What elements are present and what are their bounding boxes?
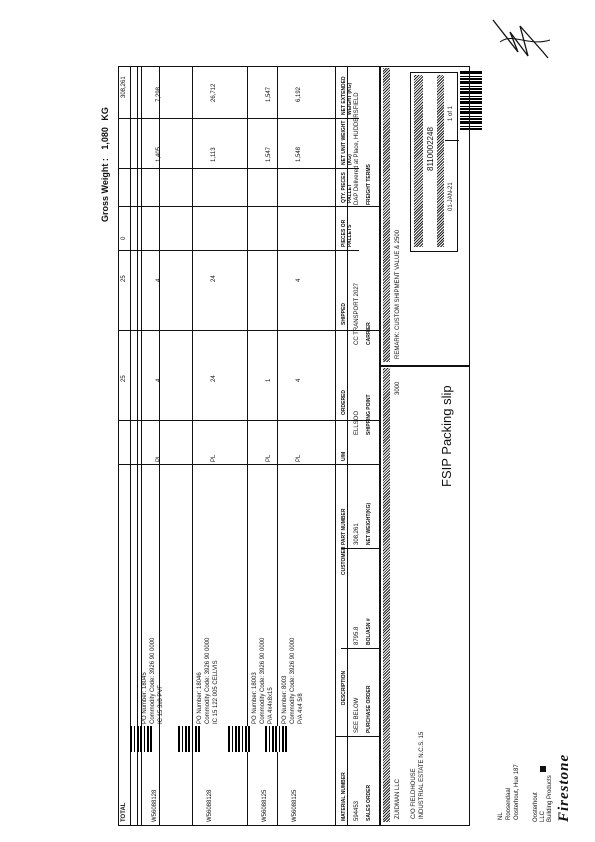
col-net-extended-weight: NET EXTENDED WEIGHT (KG) (341, 76, 353, 115)
row-net-extended-weight: 7,298 (156, 86, 162, 102)
row-ordered: 24 (211, 375, 217, 382)
label-net-weight: NET WEIGHT(KG) (366, 502, 372, 545)
row-desc-2: Commodity Code: 3926 90 0000 (205, 637, 211, 724)
ship-to-line-1: ZUIDMAN LLC (395, 778, 401, 819)
row-net-unit-weight: 1,113 (211, 147, 217, 162)
row-pieces: 4 (156, 278, 162, 282)
label-shipping-point: SHIPPING POINT (366, 394, 372, 435)
row-separator (277, 66, 278, 826)
row-uom: PL (211, 454, 217, 462)
total-net-extended-weight: 308,261 (121, 76, 127, 98)
firestone-logo (556, 754, 572, 822)
sender-line-2: LLC (540, 810, 546, 822)
receiver-line-2: Roosendaal (506, 787, 512, 820)
row-material: W56088128 (152, 789, 158, 822)
col-divider-8 (119, 206, 380, 207)
order-number: 8110002248 (426, 127, 435, 171)
value-shipping-point: ELLSOO (354, 410, 360, 435)
logo-mark-icon (540, 766, 546, 772)
ship-to-line-2: C/O FIELDHOUSE (411, 768, 417, 819)
ship-to-header-noise (383, 368, 390, 822)
row-desc-1: P/A 4x4 5/8 (298, 693, 304, 724)
row-material: W56088125 (262, 789, 268, 822)
value-net-weight: 308,261 (354, 523, 360, 545)
value-sales-order: 594453 (354, 800, 360, 821)
row-uom: PL (296, 454, 302, 462)
value-carrier: CC TRANSPORT 2027 (354, 282, 360, 345)
order-date: 01-JAN-21 (448, 182, 454, 211)
row-net-unit-weight: 1,405 (156, 146, 162, 162)
row-net-extended-weight: 1,547 (266, 86, 272, 102)
total-ordered: 25 (121, 375, 127, 382)
colheader-bottom (335, 67, 336, 825)
row-separator (192, 66, 193, 826)
value-purchase-order: SEE BELOW (354, 697, 360, 733)
col-pieces: PIECES OR PALLETS (341, 219, 353, 247)
col-divider-6 (119, 330, 380, 331)
col-divider-1 (335, 736, 380, 737)
gross-weight-unit: KG (100, 107, 110, 121)
row-desc-1: P/A 4x4x8x15 (268, 687, 274, 724)
header-divider-1 (130, 67, 131, 825)
row-net-unit-weight: 1,547 (266, 146, 272, 162)
total-shipped: 25 (121, 275, 127, 282)
label-carrier: CARRIER (366, 322, 372, 345)
row-material: W56088125 (292, 789, 298, 822)
col-description: DESCRIPTION (341, 670, 347, 705)
row-barcode (228, 726, 250, 752)
row-pieces: 4 (296, 278, 302, 282)
remark-header-noise (383, 68, 390, 362)
col-ordered: ORDERED (341, 389, 347, 415)
row-ordered: 4 (156, 378, 162, 382)
row-uom: PL (156, 454, 162, 462)
col-divider-9 (119, 168, 359, 169)
label-freight-terms: FREIGHT TERMS (366, 164, 372, 205)
sender-line-3: Oosterhout (533, 792, 539, 822)
row-pieces: 24 (211, 275, 217, 282)
value-bol: 8795.8 (354, 626, 360, 645)
label-bol: BOL/ASN # (366, 618, 372, 645)
ship-to-line-3: INDUSTRIAL ESTATE N.C.S. 15 (419, 731, 425, 819)
col-material: MATERIAL NUMBER (341, 772, 347, 821)
row-desc-1: IC 15 122 005 CELLVIS (213, 660, 219, 724)
total-pallets: 0 (121, 236, 127, 240)
value-freight-terms: DAP Delivered at Place, HUDDERSFIELD (354, 92, 360, 205)
row-desc-1: IC 15 3x8 PVF (158, 684, 164, 724)
row-ordered: 1 (266, 378, 272, 382)
values-bottom (347, 67, 348, 825)
col-customer-part: CUSTOMER PART NUMBER (341, 508, 347, 575)
remark-text: REMARK: CUSTOM SHIPMENT VALUE & 2500 (395, 229, 401, 359)
col-divider-7 (119, 250, 359, 251)
logo-brand: Firestone (556, 753, 572, 822)
logo-tagline: Building Products (547, 775, 553, 822)
label-purchase-order: PURCHASE ORDER (366, 685, 372, 733)
row-barcode (265, 726, 287, 752)
col-uom: U/M (341, 451, 347, 461)
total-label: TOTAL (121, 802, 127, 822)
row-net-extended-weight: 6,192 (296, 86, 302, 102)
row-desc-3: PO Number: 18045 (142, 672, 148, 724)
row-net-unit-weight: 1,548 (296, 146, 302, 162)
row-desc-3: PO Number: 18003 (252, 672, 258, 724)
col-divider-4 (119, 464, 380, 465)
row-separator (137, 66, 138, 826)
row-desc-3: PO Number: 8003 (282, 675, 288, 724)
ship-to-box (380, 366, 470, 826)
row-desc-3: PO Number: 18046 (197, 672, 203, 724)
row-barcode (130, 726, 152, 752)
row-ordered: 4 (296, 378, 302, 382)
receiver-line-1: Oosterhout, Hue 187 (514, 764, 520, 820)
row-desc-2: Commodity Code: 3926 90 0000 (150, 637, 156, 724)
receiver-line-3: NL (498, 812, 504, 820)
row-material: W56088128 (207, 789, 213, 822)
row-uom: PL (266, 454, 272, 462)
col-shipped: SHIPPED (341, 303, 347, 325)
gross-weight-value: 1,080 (100, 127, 110, 150)
col-net-unit-weight: NET UNIT WEIGHT (KG) (341, 120, 353, 165)
label-sales-order: SALES ORDER (366, 784, 372, 821)
col-divider-5 (119, 420, 380, 421)
row-desc-2: Commodity Code: 3926 90 0000 (290, 637, 296, 724)
ship-to-right-code: 3000 (395, 381, 401, 395)
page-title: FSIP Packing slip (439, 385, 454, 487)
col-divider-10 (119, 118, 359, 119)
row-barcode (178, 726, 200, 752)
remark-box (380, 66, 470, 366)
order-page: 1 of 1 (448, 105, 454, 121)
gross-weight (100, 107, 110, 222)
col-qty-per-pallet: QTY. PIECES PALLET (341, 172, 353, 203)
row-desc-2: Commodity Code: 3926 90 0000 (260, 637, 266, 724)
row-net-extended-weight: 26,712 (211, 83, 217, 102)
row-separator (247, 66, 248, 826)
gross-weight-label: Gross Weight : (100, 158, 110, 222)
